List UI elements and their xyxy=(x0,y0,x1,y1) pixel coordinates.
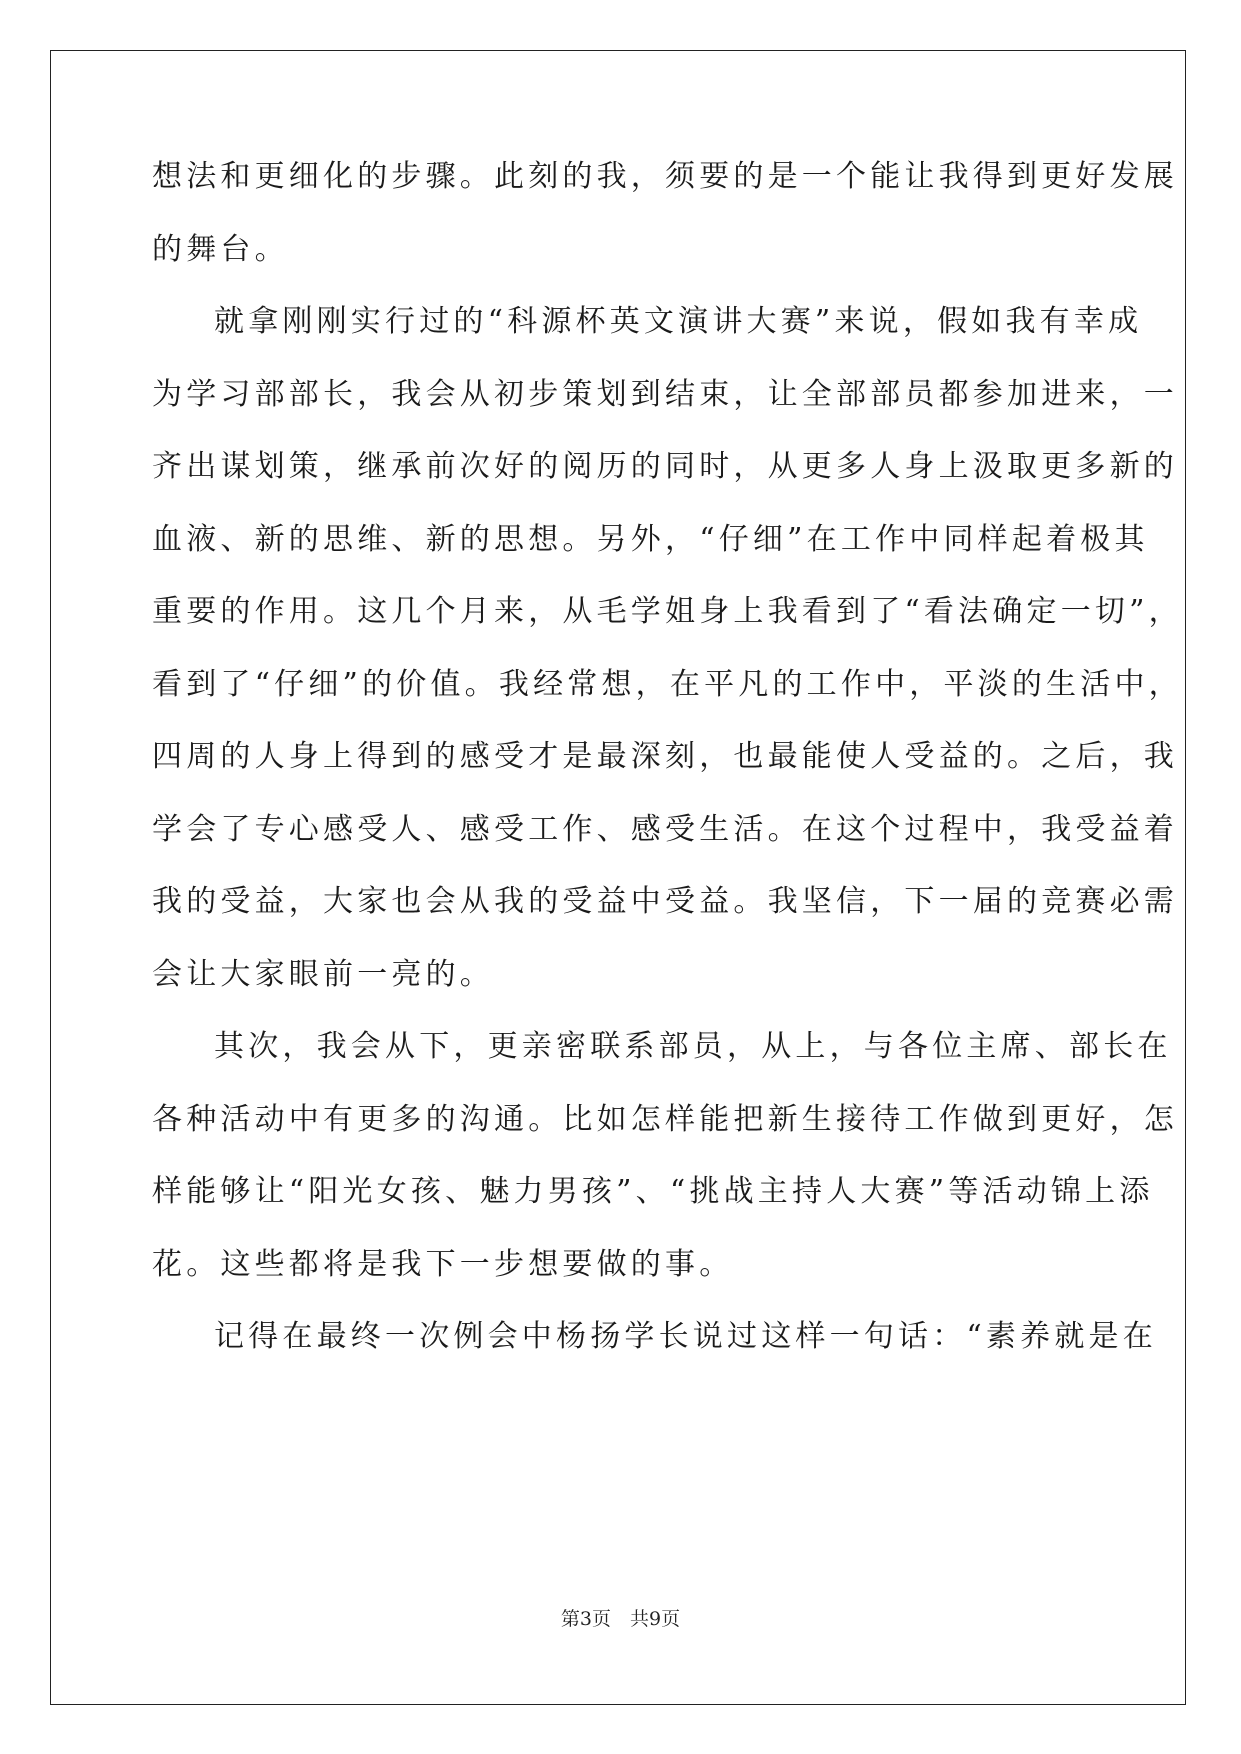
text-line: 我的受益，大家也会从我的受益中受益。我坚信，下一届的竞赛必需 xyxy=(152,884,1178,919)
text-line: 齐出谋划策，继承前次好的阅历的同时，从更多人身上汲取更多新的 xyxy=(152,449,1178,484)
page-footer: 第3页 共9页 xyxy=(560,1608,681,1630)
text-line: 四周的人身上得到的感受才是最深刻，也最能使人受益的。之后，我 xyxy=(152,739,1178,774)
text-line: 样能够让“阳光女孩、魅力男孩”、“挑战主持人大赛”等活动锦上添 xyxy=(152,1174,1154,1209)
text-line: 重要的作用。这几个月来，从毛学姐身上我看到了“看法确定一切”， xyxy=(152,594,1183,629)
text-line: 为学习部部长，我会从初步策划到结束，让全部部员都参加进来，一 xyxy=(152,377,1178,412)
text-line: 血液、新的思维、新的思想。另外，“仔细”在工作中同样起着极其 xyxy=(152,522,1149,557)
text-line: 会让大家眼前一亮的。 xyxy=(152,957,494,992)
text-line: 各种活动中有更多的沟通。比如怎样能把新生接待工作做到更好，怎 xyxy=(152,1102,1178,1137)
text-line: 就拿刚刚实行过的“科源杯英文演讲大赛”来说，假如我有幸成 xyxy=(214,304,1143,339)
text-line: 记得在最终一次例会中杨扬学长说过这样一句话：“素养就是在 xyxy=(214,1319,1157,1354)
text-line: 的舞台。 xyxy=(152,232,289,267)
text-line: 花。这些都将是我下一步想要做的事。 xyxy=(152,1247,734,1282)
text-line: 其次，我会从下，更亲密联系部员，从上，与各位主席、部长在 xyxy=(214,1029,1172,1064)
text-line: 看到了“仔细”的价值。我经常想，在平凡的工作中，平淡的生活中， xyxy=(152,667,1183,702)
page-border xyxy=(50,50,1186,1705)
text-line: 学会了专心感受人、感受工作、感受生活。在这个过程中，我受益着 xyxy=(152,812,1178,847)
text-line: 想法和更细化的步骤。此刻的我，须要的是一个能让我得到更好发展 xyxy=(152,159,1178,194)
